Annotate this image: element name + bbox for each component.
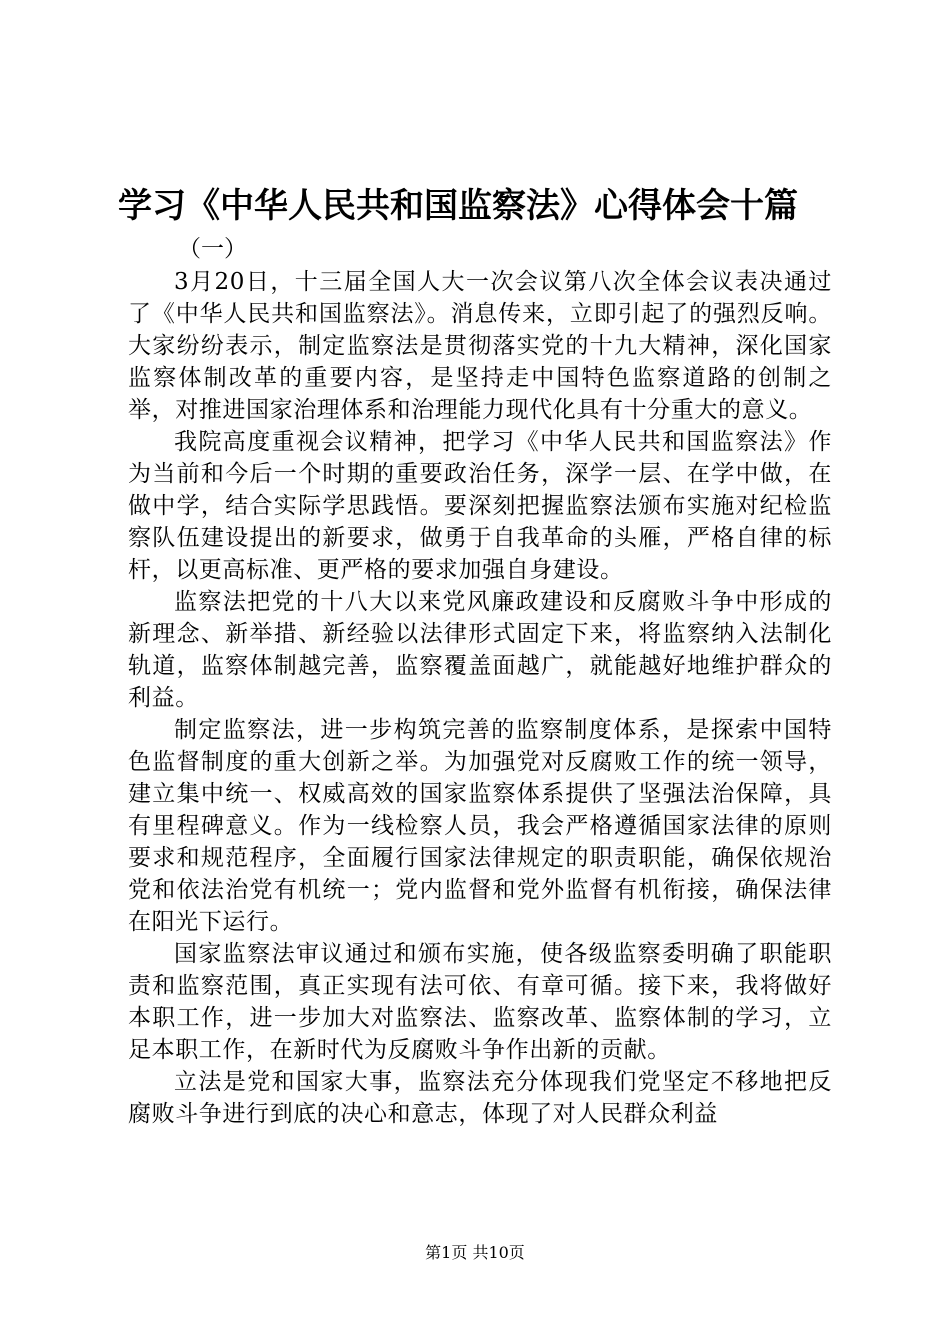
document-title: 学习《中华人民共和国监察法》心得体会十篇 bbox=[118, 186, 798, 226]
section-label: （一） bbox=[178, 236, 247, 262]
paragraph-2: 我院高度重视会议精神，把学习《中华人民共和国监察法》作为当前和今后一个时期的重要政治任务，深学一层、在学中做，在做中学，结合实际学思践悟。要深刻把握监察法颁布实施对纪检监察队伍建设提出的新要求，做勇于自我革命的头雁，严格自律的标杆，以更高标准、更严格的要求加强自身建设。 bbox=[128, 429, 832, 583]
document-body bbox=[128, 266, 832, 1130]
paragraph-3: 监察法把党的十八大以来党风廉政建设和反腐败斗争中形成的新理念、新举措、新经验以法律形式固定下来，将监察纳入法制化轨道，监察体制越完善，监察覆盖面越广，就能越好地维护群众的利益。 bbox=[128, 589, 832, 711]
paragraph-5: 国家监察法审议通过和颁布实施，使各级监察委明确了职能职责和监察范围，真正实现有法可依、有章可循。接下来，我将做好本职工作，进一步加大对监察法、监察改革、监察体制的学习，立足本职工作，在新时代为反腐败斗争作出新的贡献。 bbox=[128, 941, 832, 1063]
page-indicator: 第1页 共10页 bbox=[425, 1243, 525, 1262]
paragraph-1: 3月20日，十三届全国人大一次会议第八次全体会议表决通过了《中华人民共和国监察法》。消息传来，立即引起了的强烈反响。大家纷纷表示，制定监察法是贯彻落实党的十九大精神，深化国家监察体制改革的重要内容，是坚持走中国特色监察道路的创制之举，对推进国家治理体系和治理能力现代化具有十分重大的意义。 bbox=[128, 269, 832, 423]
paragraph-6: 立法是党和国家大事，监察法充分体现我们党坚定不移地把反腐败斗争进行到底的决心和意志，体现了对人民群众利益 bbox=[128, 1069, 832, 1127]
paragraph-4: 制定监察法，进一步构筑完善的监察制度体系，是探索中国特色监督制度的重大创新之举。为加强党对反腐败工作的统一领导，建立集中统一、权威高效的国家监察体系提供了坚强法治保障，具有里程碑意义。作为一线检察人员，我会严格遵循国家法律的原则要求和规范程序，全面履行国家法律规定的职责职能，确保依规治党和依法治党有机统一；党内监督和党外监督有机衔接，确保法律在阳光下运行。 bbox=[128, 717, 832, 935]
